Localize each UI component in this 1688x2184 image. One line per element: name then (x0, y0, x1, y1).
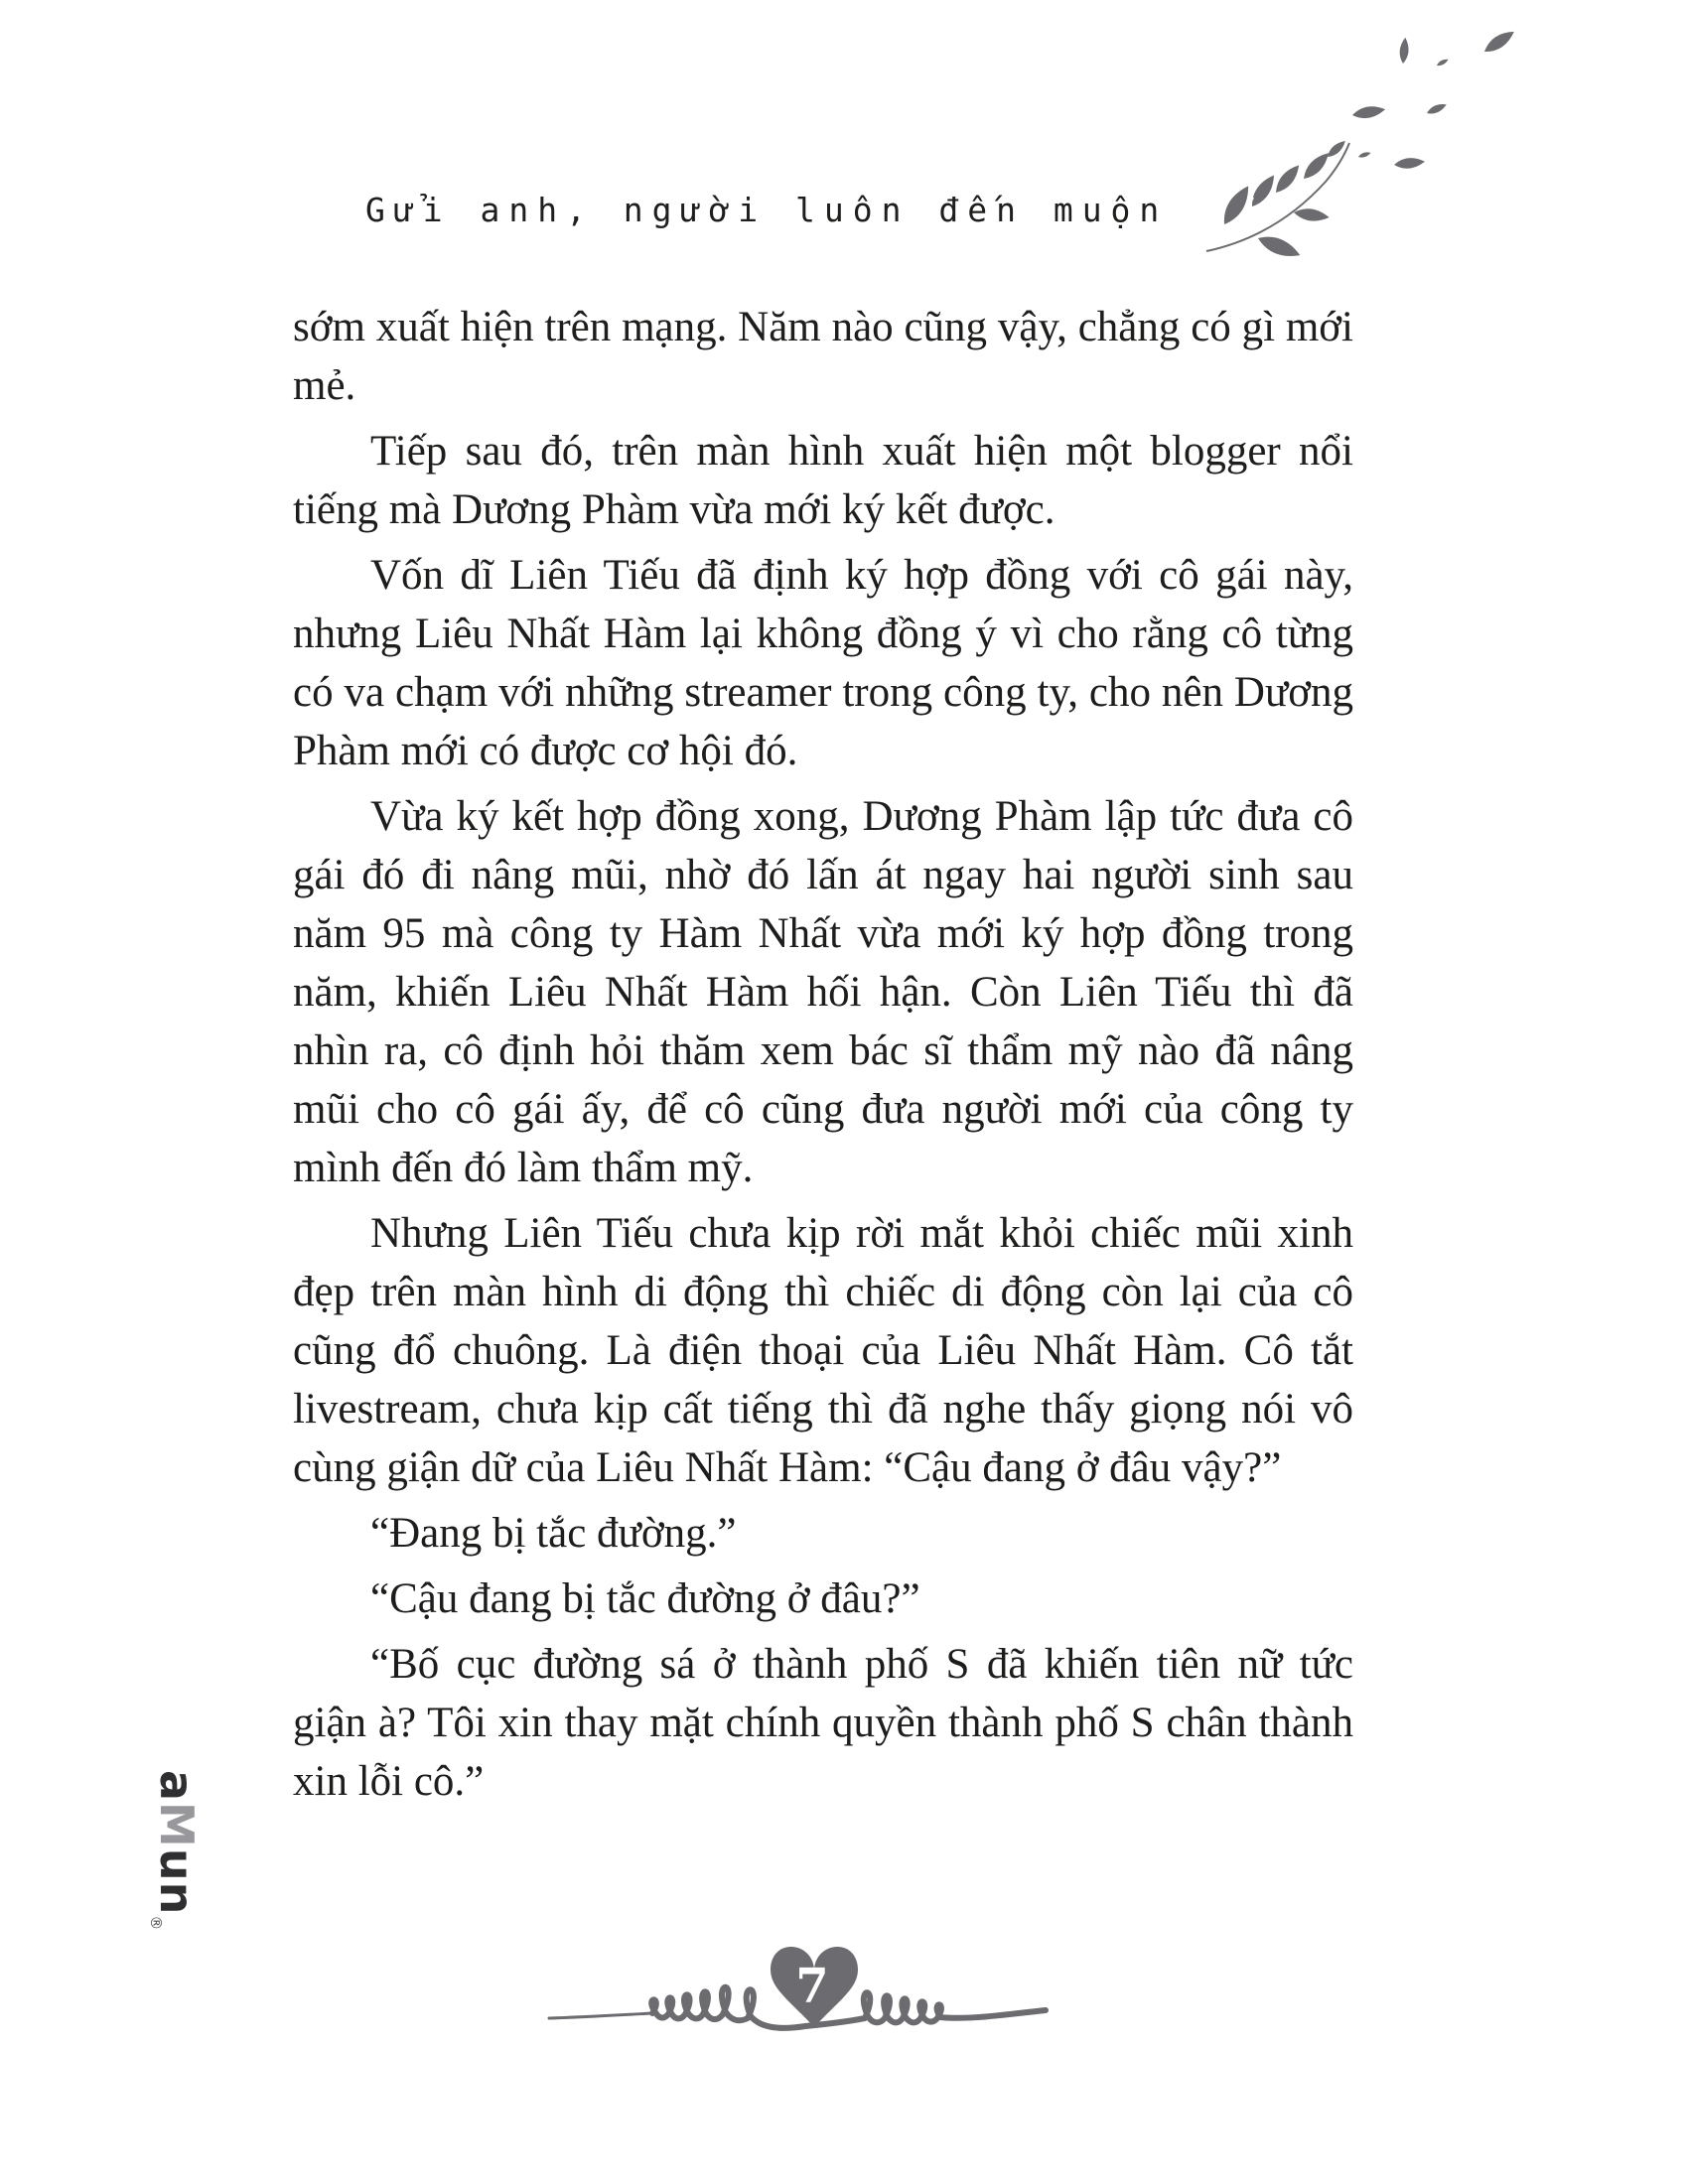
logo-letters-un: un (150, 1847, 204, 1916)
paragraph: “Đang bị tắc đường.” (370, 1510, 737, 1557)
page-number: 7 (795, 1959, 829, 2014)
leaf-branch-decoration (1177, 8, 1554, 276)
footer-ornament (541, 1931, 1057, 2045)
paragraph: “Cậu đang bị tắc đường ở đâu?” (370, 1575, 920, 1622)
paragraph: Vốn dĩ Liên Tiếu đã định ký hợp đồng với cô gái này, nhưng Liêu Nhất Hàm lại không đồng ý vì cho rằng cô từng có va chạm với những streamer trong công ty, cho nên Dương Phàm mới có được cơ hội đó. (293, 552, 1353, 774)
body-text (293, 298, 1353, 1818)
paragraph: Nhưng Liên Tiếu chưa kịp rời mắt khỏi chiếc mũi xinh đẹp trên màn hình di động thì chiếc di động còn lại của cô cũng đổ chuông. Là điện thoại của Liêu Nhất Hàm. Cô tắt livestream, chưa kịp cất tiếng thì đã nghe thấy giọng nói vô cùng giận dữ của Liêu Nhất Hàm: “Cậu đang ở đâu vậy?” (293, 1210, 1353, 1491)
squiggle-divider (549, 2013, 652, 2018)
registered-mark: ® (146, 1915, 165, 1932)
publisher-logo (146, 1770, 204, 1932)
paragraph: “Bố cục đường sá ở thành phố S đã khiến tiên nữ tức giận à? Tôi xin thay mặt chính quyền thành phố S chân thành xin lỗi cô.” (293, 1641, 1353, 1805)
logo-letter-m: M (150, 1802, 204, 1848)
paragraph: sớm xuất hiện trên mạng. Năm nào cũng vậy, chẳng có gì mới mẻ. (293, 304, 1353, 409)
paragraph: Vừa ký kết hợp đồng xong, Dương Phàm lập tức đưa cô gái đó đi nâng mũi, nhờ đó lấn át ngay hai người sinh sau năm 95 mà công ty Hàm Nhất vừa mới ký hợp đồng trong năm, khiến Liêu Nhất Hàm hối hận. Còn Liên Tiếu thì đã nhìn ra, cô định hỏi thăm xem bác sĩ thẩm mỹ nào đã nâng mũi cho cô gái ấy, để cô cũng đưa người mới của công ty mình đến đó làm thẩm mỹ. (293, 793, 1353, 1191)
page-header-title: Gửi anh, người luôn đến muộn (365, 191, 1169, 229)
logo-letter-a: a (150, 1770, 204, 1803)
paragraph: Tiếp sau đó, trên màn hình xuất hiện một blogger nổi tiếng mà Dương Phàm vừa mới ký kết được. (293, 428, 1353, 533)
